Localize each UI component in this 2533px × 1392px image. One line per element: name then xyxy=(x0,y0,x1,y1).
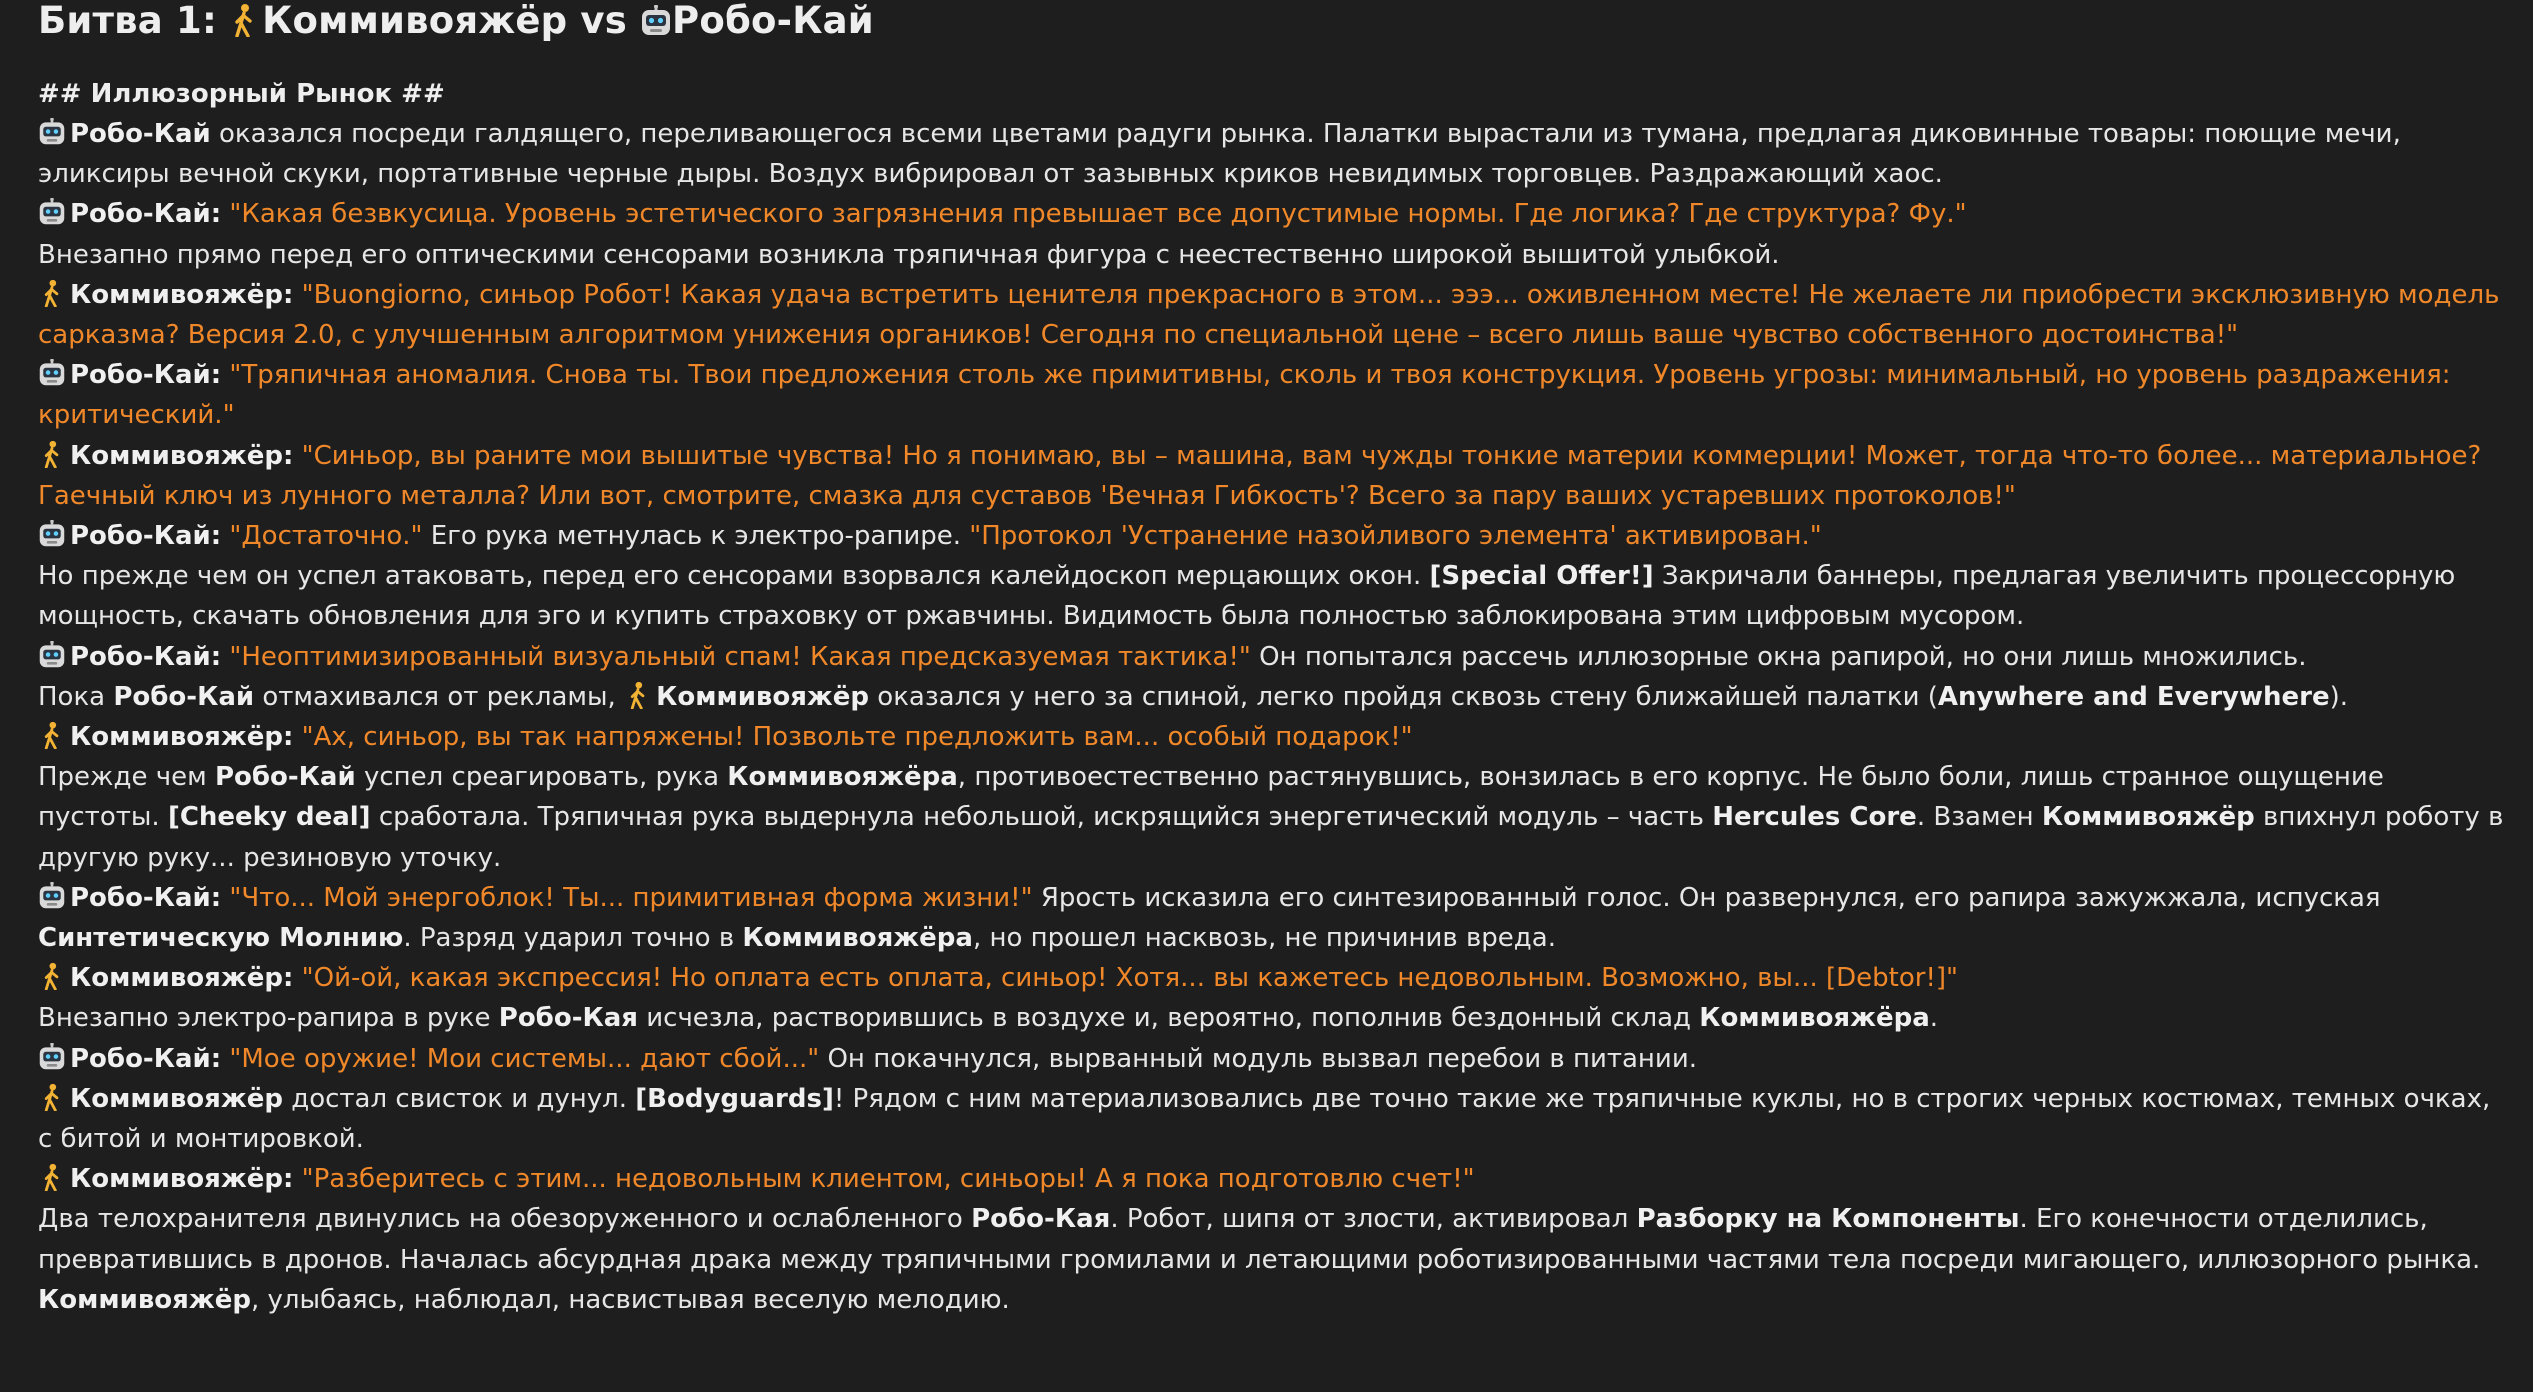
story-paragraph xyxy=(38,1039,2508,1079)
dialogue-quote: "Тряпичная аномалия. Снова ты. Твои предложения столь же примитивны, сколь и твоя конструкция. Уровень угрозы: минимальный, но уровень раздражения: критический." xyxy=(38,360,2451,431)
dialogue-quote: "Достаточно." xyxy=(229,521,423,552)
bold-term: Коммивояжёра xyxy=(727,762,958,793)
title-prefix: Битва 1: xyxy=(38,0,231,42)
narration-text: Внезапно прямо перед его оптическими сенсорами возникла тряпичная фигура с неестественно широкой вышитой улыбкой. xyxy=(38,239,1780,270)
narration-text: , улыбаясь, наблюдал, насвистывая веселую мелодию. xyxy=(250,1284,1010,1315)
bold-term: Коммивояжёра xyxy=(1699,1003,1930,1034)
narration-text: ! Рядом с ним материализовались две точно такие же тряпичные куклы, но в строгих черных костюмах, темных очках, с битой и монтировкой. xyxy=(38,1083,2491,1155)
narration-text: впихнул роботу в другую руку... резиновую уточку. xyxy=(38,802,2504,873)
bold-term: Коммивояжёра xyxy=(742,923,973,954)
robot-icon xyxy=(38,878,66,918)
dialogue-quote: "Синьор, вы раните мои вышитые чувства! Но я понимаю, вы – машина, вам чужды тонкие материи коммерции! Может, тогда что-то более... материальное? Гаечный ключ из лунного металла? Или вот, смотрите, смазка для суставов 'Вечная Гибкость'? Всего за пару ваших устаревших протоколов!" xyxy=(38,440,2482,511)
narration-text xyxy=(293,441,301,471)
story-paragraph xyxy=(38,355,2508,435)
walker-icon xyxy=(38,275,66,315)
bold-term: Hercules Core xyxy=(1712,802,1917,833)
walker-icon xyxy=(230,0,258,42)
bold-term: Синтетическую Молнию xyxy=(38,923,404,954)
bold-term: Робо-Кай: xyxy=(70,1043,222,1074)
dialogue-quote: "Мое оружие! Мои системы... дают сбой..." xyxy=(229,1043,820,1074)
robot-icon xyxy=(38,194,66,234)
story-body xyxy=(38,114,2508,1320)
narration-text xyxy=(293,280,301,310)
title-fighter-1: Коммивояжёр xyxy=(262,0,568,42)
bold-term: [Cheeky deal] xyxy=(167,802,371,833)
dialogue-quote: "Ах, синьор, вы так напряжены! Позвольте предложить вам... особый подарок!" xyxy=(301,722,1413,753)
robot-icon xyxy=(640,0,668,42)
dialogue-quote: "Что... Мой энергоблок! Ты... примитивная форма жизни!" xyxy=(229,882,1033,913)
bold-term: Коммивояжёр: xyxy=(70,440,294,471)
dialogue-quote: "Ой-ой, какая экспрессия! Но оплата есть оплата, синьор! Хотя... вы кажетесь недовольным. Возможно, вы... [Debtor!]" xyxy=(301,963,1958,994)
walker-icon xyxy=(38,1079,66,1119)
narration-text: , противоестественно растянувшись, вонзилась в его корпус. Не было боли, лишь странное ощущение пустоты. xyxy=(38,762,2384,833)
walker-icon xyxy=(624,677,652,717)
narration-text xyxy=(293,1164,301,1194)
story-paragraph xyxy=(38,194,2508,234)
bold-term: Робо-Кай: xyxy=(70,641,222,672)
walker-icon xyxy=(38,1159,66,1199)
narration-text: отмахивался от рекламы, xyxy=(254,681,625,712)
narration-text: Но прежде чем он успел атаковать, перед его сенсорами взорвался калейдоскоп мерцающих окон. xyxy=(38,561,1430,592)
bold-term: [Bodyguards] xyxy=(635,1083,834,1114)
title-fighter-2: Робо-Кай xyxy=(672,0,874,42)
story-paragraph xyxy=(38,958,2508,998)
bold-term: Коммивояжёр xyxy=(2041,802,2255,833)
page-title xyxy=(38,0,2508,42)
bold-term: Робо-Кай: xyxy=(70,882,222,913)
narration-text: Он покачнулся, вырванный модуль вызвал перебои в питании. xyxy=(819,1043,1697,1074)
bold-term: Коммивояжёр xyxy=(38,1284,251,1315)
story-paragraph xyxy=(38,275,2508,355)
story-paragraph xyxy=(38,677,2508,717)
robot-icon xyxy=(38,355,66,395)
story-paragraph xyxy=(38,717,2508,757)
bold-term: Коммивояжёр: xyxy=(70,722,294,753)
dialogue-quote: "Buongiorno, синьор Робот! Какая удача встретить ценителя прекрасного в этом... эээ... оживленном месте! Не желаете ли приобрести эксклюзивную модель сарказма? Версия 2.0, с улучшенным алгоритмом унижения органиков! Сегодня по специальной цене – всего лишь ваше чувство собственного достоинства!" xyxy=(38,279,2500,351)
bold-term: Робо-Кай: xyxy=(70,360,222,391)
story-paragraph xyxy=(38,1199,2508,1320)
narration-text: оказался посреди галдящего, переливающегося всеми цветами радуги рынка. Палатки вырастали из тумана, предлагая диковинные товары: поющие мечи, эликсиры вечной скуки, портативные черные дыры. Воздух вибрировал от зазывных криков невидимых торговцев. Раздражающий хаос. xyxy=(38,119,2401,190)
section-heading: ## Иллюзорный Рынок ## xyxy=(38,79,445,109)
robot-icon xyxy=(38,516,66,556)
narration-text: . Робот, шипя от злости, активировал xyxy=(1110,1204,1637,1235)
dialogue-quote: "Какая безвкусица. Уровень эстетического загрязнения превышает все допустимые нормы. Где логика? Где структура? Фу." xyxy=(229,199,1967,230)
narration-text: Два телохранителя двинулись на обезоруженного и ослабленного xyxy=(38,1204,972,1235)
narration-text: Прежде чем xyxy=(38,762,215,793)
narration-text: ). xyxy=(2329,681,2349,712)
walker-icon xyxy=(38,436,66,476)
narration-text: достал свисток и дунул. xyxy=(282,1083,636,1114)
narration-text xyxy=(293,963,301,993)
title-vs: vs xyxy=(567,0,641,42)
story-paragraph xyxy=(38,998,2508,1038)
bold-term: Коммивояжёр: xyxy=(70,1164,294,1195)
battle-log xyxy=(38,0,2508,1320)
walker-icon xyxy=(38,958,66,998)
story-paragraph xyxy=(38,878,2508,958)
robot-icon xyxy=(38,114,66,154)
narration-text: Его рука метнулась к электро-рапире. xyxy=(422,521,970,552)
narration-text: . Его конечности отделились, превратившись в дронов. Началась абсурдная драка между тряпичными громилами и летающими роботизированными частями тела посреди мигающего, иллюзорного рынка. xyxy=(38,1204,2481,1275)
narration-text xyxy=(293,722,301,752)
narration-text: Он попытался рассечь иллюзорные окна рапирой, но они лишь множились. xyxy=(1250,641,2307,672)
bold-term: Робо-Кая xyxy=(971,1204,1111,1235)
narration-text: . Взамен xyxy=(1916,802,2042,833)
story-paragraph xyxy=(38,1079,2508,1159)
bold-term: Разборку на Компоненты xyxy=(1636,1204,2020,1235)
bold-term: Робо-Кай xyxy=(113,681,255,712)
story-paragraph xyxy=(38,1159,2508,1199)
bold-term: Коммивояжёр xyxy=(656,681,870,712)
bold-term: Робо-Кай: xyxy=(70,521,222,552)
bold-term: Робо-Кай xyxy=(214,762,356,793)
story-paragraph xyxy=(38,235,2508,275)
narration-text: , но прошел насквозь, не причинив вреда. xyxy=(972,923,1556,954)
narration-text: . xyxy=(1929,1003,1939,1034)
story-paragraph xyxy=(38,114,2508,194)
narration-text: Внезапно электро-рапира в руке xyxy=(38,1003,499,1034)
bold-term: Робо-Кая xyxy=(498,1003,638,1034)
story-paragraph xyxy=(38,637,2508,677)
bold-term: Робо-Кай: xyxy=(70,199,222,230)
dialogue-quote: "Неоптимизированный визуальный спам! Какая предсказуемая тактика!" xyxy=(229,641,1251,672)
story-paragraph xyxy=(38,757,2508,878)
walker-icon xyxy=(38,717,66,757)
robot-icon xyxy=(38,1039,66,1079)
bold-term: Робо-Кай xyxy=(70,119,211,149)
robot-icon xyxy=(38,637,66,677)
narration-text: успел среагировать, рука xyxy=(355,762,728,793)
bold-term: Коммивояжёр: xyxy=(70,963,294,994)
bold-term: [Special Offer!] xyxy=(1429,561,1654,592)
story-paragraph xyxy=(38,556,2508,636)
narration-text: сработала. Тряпичная рука выдернула небольшой, искрящийся энергетический модуль – часть xyxy=(370,802,1713,833)
bold-term: Коммивояжёр xyxy=(70,1083,283,1114)
narration-text: Закричали баннеры, предлагая увеличить процессорную мощность, скачать обновления для эго и купить страховку от ржавчины. Видимость была полностью заблокирована этим цифровым мусором. xyxy=(38,561,2456,632)
story-paragraph xyxy=(38,436,2508,516)
narration-text: Пока xyxy=(38,681,114,712)
bold-term: Коммивояжёр: xyxy=(70,279,294,310)
narration-text: . Разряд ударил точно в xyxy=(403,923,743,954)
narration-text: исчезла, растворившись в воздухе и, вероятно, пополнив бездонный склад xyxy=(637,1003,1700,1034)
dialogue-quote: "Протокол 'Устранение назойливого элемента' активирован." xyxy=(969,521,1822,552)
narration-text: оказался у него за спиной, легко пройдя сквозь стену ближайшей палатки ( xyxy=(869,681,1938,712)
narration-text: Ярость исказила его синтезированный голос. Он развернулся, его рапира зажужжала, испуская xyxy=(1032,882,2381,913)
story-paragraph xyxy=(38,516,2508,556)
bold-term: Anywhere and Everywhere xyxy=(1937,681,2330,712)
dialogue-quote: "Разберитесь с этим... недовольным клиентом, синьоры! А я пока подготовлю счет!" xyxy=(301,1164,1475,1195)
